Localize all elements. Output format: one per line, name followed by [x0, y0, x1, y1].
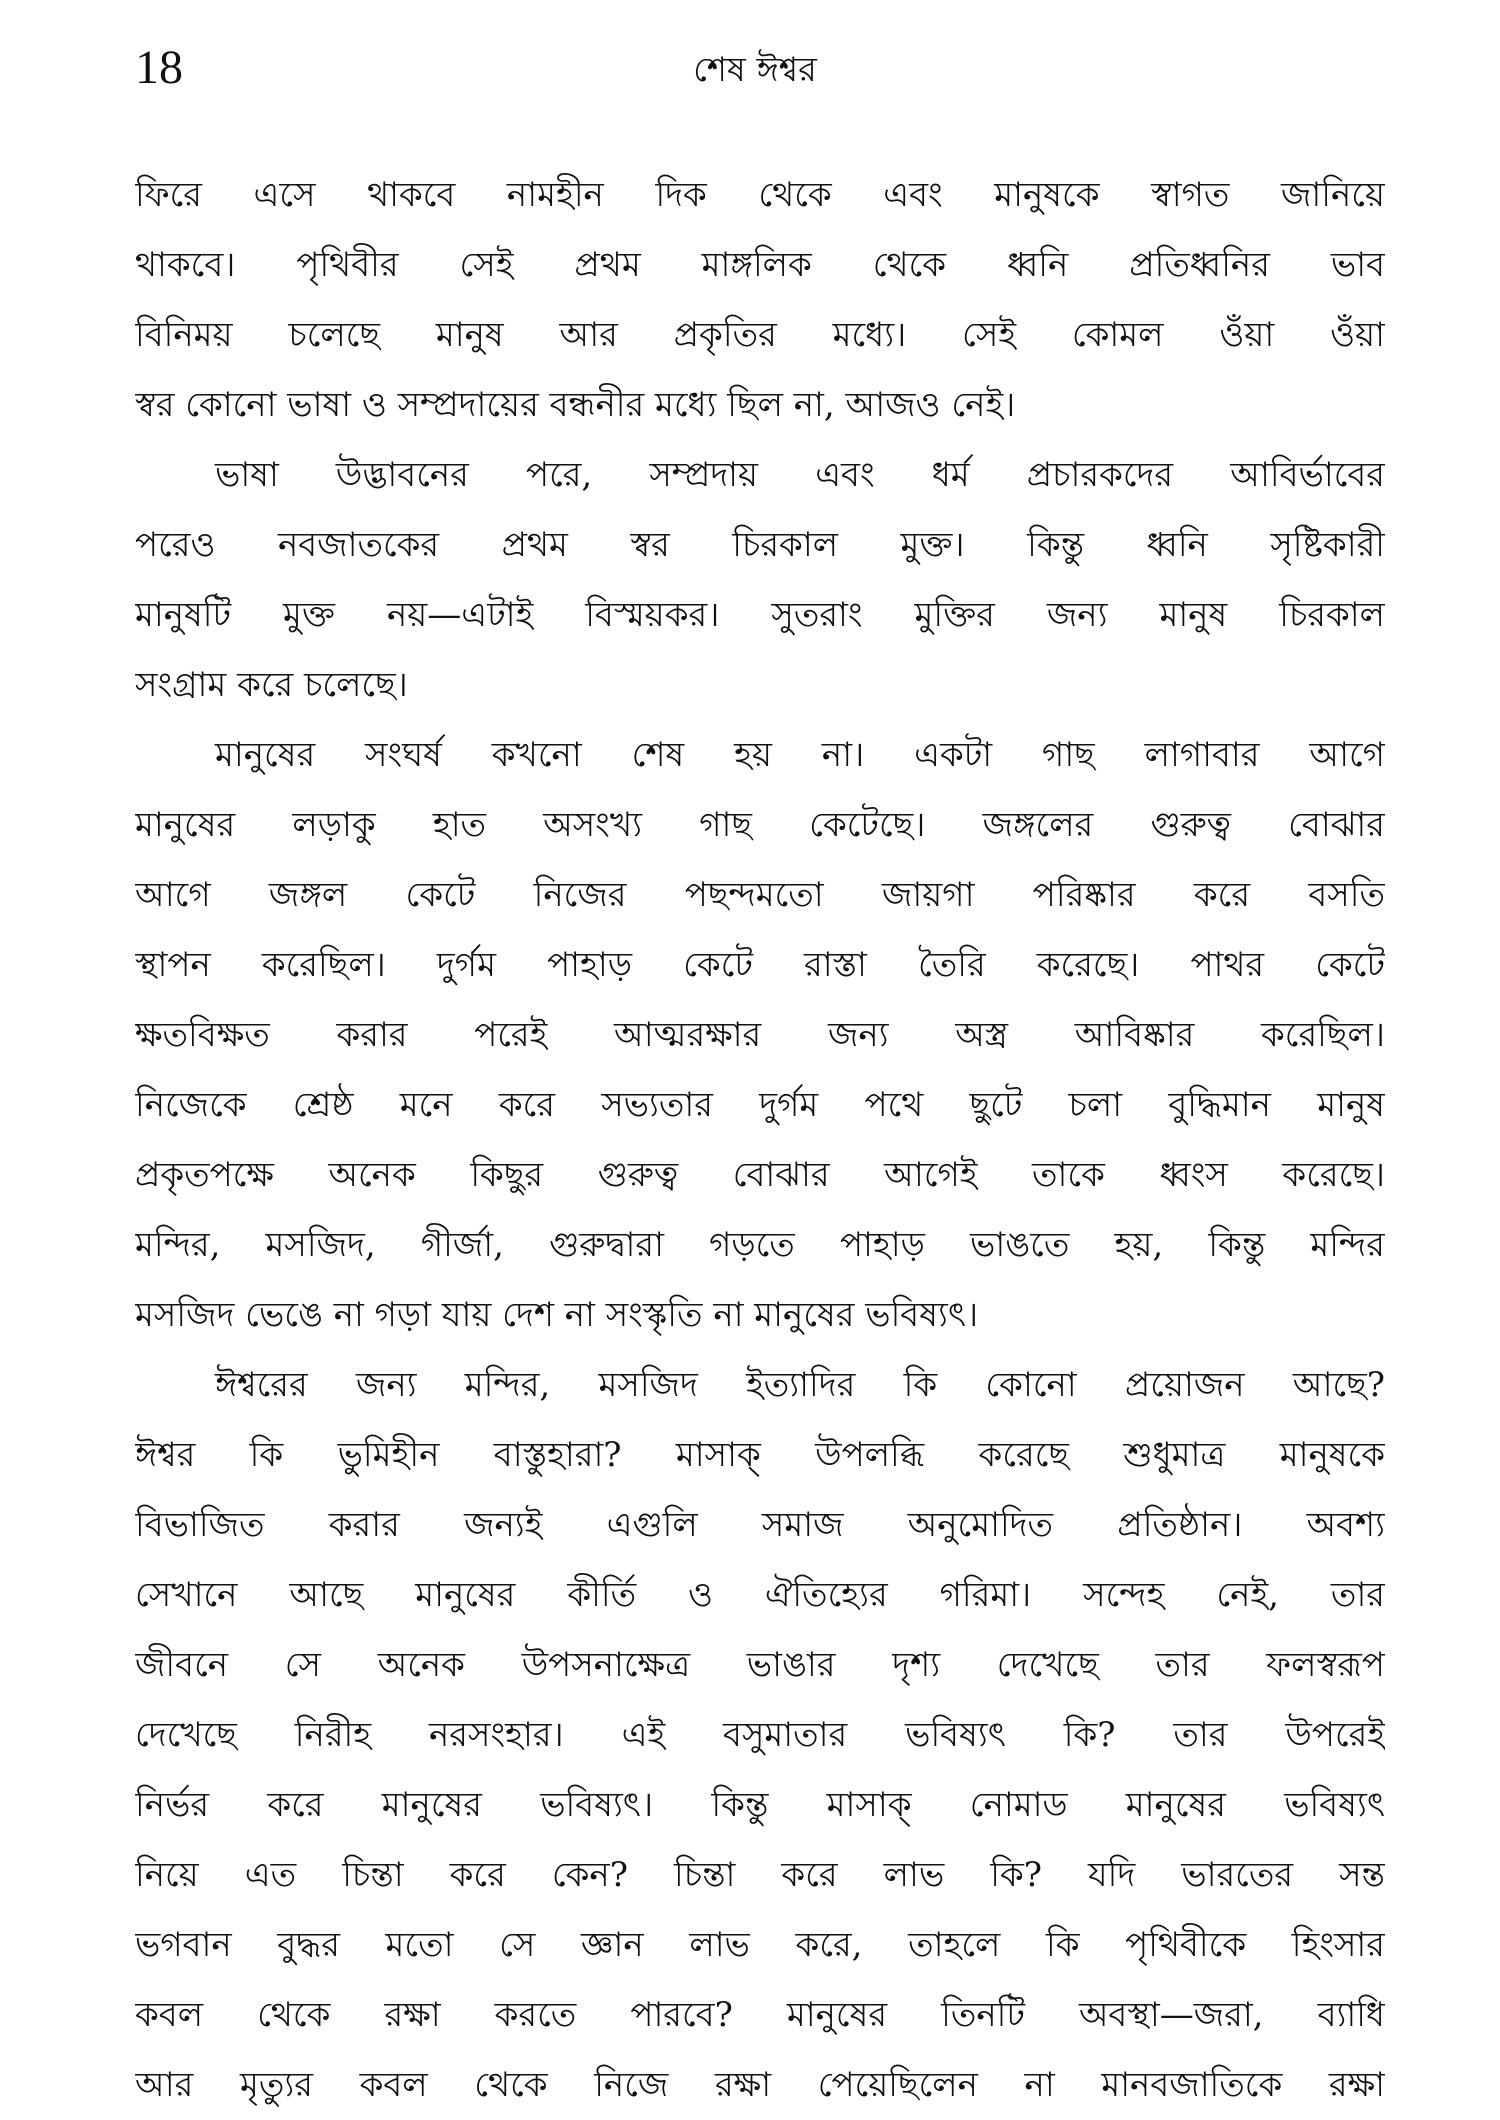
text-line: মসজিদ ভেঙে না গড়া যায় দেশ না সংস্কৃতি না মানুষের ভবিষ্যৎ। — [135, 1295, 979, 1335]
text-line: জীবনে সে অনেক উপসনাক্ষেত্র ভাঙার দৃশ্য দেখেছে তার ফলস্বরূপ — [135, 1645, 1385, 1685]
text-line: মন্দির, মসজিদ, গীর্জা, গুরুদ্বারা গড়তে পাহাড় ভাঙতে হয়, কিন্তু মন্দির — [135, 1225, 1385, 1265]
text-line: পরেও নবজাতকের প্রথম স্বর চিরকাল মুক্ত। কিন্তু ধ্বনি সৃষ্টিকারী — [135, 525, 1385, 565]
text-line: মানুষটি মুক্ত নয়—এটাই বিস্ময়কর। সুতরাং মুক্তির জন্য মানুষ চিরকাল — [135, 595, 1385, 635]
text-line: ক্ষতবিক্ষত করার পরেই আত্মরক্ষার জন্য অস্ত্র আবিষ্কার করেছিল। — [135, 1015, 1385, 1055]
text-line-paragraph-start: ভাষা উদ্ভাবনের পরে, সম্প্রদায় এবং ধর্ম প্রচারকদের আবির্ভাবের — [215, 455, 1385, 495]
text-line: ঈশ্বর কি ভুমিহীন বাস্তুহারা? মাসাক্ উপলব্ধি করেছে শুধুমাত্র মানুষকে — [135, 1435, 1385, 1475]
text-line-paragraph-start: মানুষের সংঘর্ষ কখনো শেষ হয় না। একটা গাছ লাগাবার আগে — [215, 735, 1385, 775]
text-line: স্থাপন করেছিল। দুর্গম পাহাড় কেটে রাস্তা তৈরি করেছে। পাথর কেটে — [135, 945, 1385, 985]
text-line: নিজেকে শ্রেষ্ঠ মনে করে সভ্যতার দুর্গম পথে ছুটে চলা বুদ্ধিমান মানুষ — [135, 1085, 1385, 1125]
text-line: মানুষের লড়াকু হাত অসংখ্য গাছ কেটেছে। জঙ্গলের গুরুত্ব বোঝার — [135, 805, 1385, 845]
text-line: থাকবে। পৃথিবীর সেই প্রথম মাঙ্গলিক থেকে ধ্বনি প্রতিধ্বনির ভাব — [135, 245, 1385, 285]
page-header — [135, 32, 1375, 102]
text-line: ফিরে এসে থাকবে নামহীন দিক থেকে এবং মানুষকে স্বাগত জানিয়ে — [135, 175, 1385, 215]
text-line: নিয়ে এত চিন্তা করে কেন? চিন্তা করে লাভ কি? যদি ভারতের সন্ত — [135, 1855, 1385, 1895]
text-line: স্বর কোনো ভাষা ও সম্প্রদায়ের বন্ধনীর মধ্যে ছিল না, আজও নেই। — [135, 385, 1016, 425]
text-line: বিনিময় চলেছে মানুষ আর প্রকৃতির মধ্যে। সেই কোমল ওঁয়া ওঁয়া — [135, 315, 1385, 355]
text-line-paragraph-start: ঈশ্বরের জন্য মন্দির, মসজিদ ইত্যাদির কি কোনো প্রয়োজন আছে? — [215, 1365, 1385, 1405]
running-title: শেষ ঈশ্বর — [693, 50, 817, 90]
page-number: 18 — [135, 41, 183, 94]
text-line: প্রকৃতপক্ষে অনেক কিছুর গুরুত্ব বোঝার আগেই তাকে ধ্বংস করেছে। — [135, 1155, 1385, 1195]
text-line: ভগবান বুদ্ধর মতো সে জ্ঞান লাভ করে, তাহলে কি পৃথিবীকে হিংসার — [135, 1925, 1385, 1965]
text-line: নির্ভর করে মানুষের ভবিষ্যৎ। কিন্তু মাসাক্ নোমাড মানুষের ভবিষ্যৎ — [135, 1785, 1385, 1825]
text-line: সেখানে আছে মানুষের কীর্তি ও ঐতিহ্যের গরিমা। সন্দেহ নেই, তার — [135, 1575, 1385, 1615]
text-line: দেখেছে নিরীহ নরসংহার। এই বসুমাতার ভবিষ্যৎ কি? তার উপরেই — [135, 1715, 1385, 1755]
text-line: কবল থেকে রক্ষা করতে পারবে? মানুষের তিনটি অবস্থা—জরা, ব্যাধি — [135, 1995, 1385, 2035]
text-line: আর মৃত্যুর কবল থেকে নিজে রক্ষা পেয়েছিলেন না মানবজাতিকে রক্ষা — [135, 2065, 1385, 2105]
body-text — [135, 160, 1385, 2120]
text-line: আগে জঙ্গল কেটে নিজের পছন্দমতো জায়গা পরিষ্কার করে বসতি — [135, 875, 1385, 915]
text-line: বিভাজিত করার জন্যই এগুলি সমাজ অনুমোদিত প্রতিষ্ঠান। অবশ্য — [135, 1505, 1385, 1545]
text-line: সংগ্রাম করে চলেছে। — [135, 665, 408, 705]
